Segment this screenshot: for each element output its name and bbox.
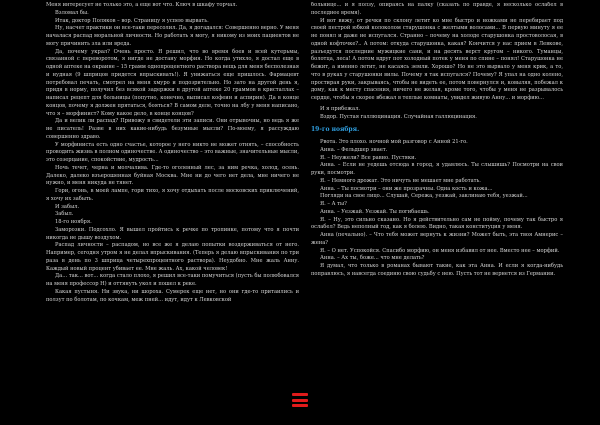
paragraph: 18-го ноября. — [55, 219, 92, 225]
paragraph: Я. – А ты? — [320, 201, 347, 207]
paragraph: Вздор. Пустая галлюцинация. Случайная галлюцинация. — [320, 113, 477, 120]
paragraph: Я. – Неужели? Все равно. Пустяки. — [320, 154, 417, 161]
paragraph: Анна (печально). – Что тебя может вернуть к жизни? Может быть, эта твоя Амнерис – жена? — [311, 232, 563, 246]
paragraph: Погляди на свое лицо... Слушай, Сережа, уезжай, заклинаю тебя, уезжай... — [320, 193, 528, 200]
paragraph: Заморозки. Подсохло. Я вышел пройтись к речке по тропинке, потому что я почти никогда не дышу воздухом. — [46, 226, 299, 241]
paragraph: Гори, огонь, в моей лампе, гори тихо, я хочу отдыхать после московских приключений, я хочу их забыть. — [46, 188, 299, 202]
menu-icon-bar — [292, 404, 308, 407]
paragraph: Я. – Ну, это сильно сказано. Но я действительно сам не пойму, почему так быстро я ослабел? Ведь неполный год, как я болею. Видно, такая конституция у меня. — [311, 216, 563, 231]
paragraph: И забыл. — [55, 203, 80, 210]
paragraph: У морфиниста есть одно счастье, которое у него никто не может отнять, – способность проводить жизнь в полном одиночестве. А одиночество – это важные, значительные мысли, это созерцание, спокойствие, мудрость... — [46, 141, 299, 163]
paragraph: Анна. – Ах ты, боже... что мне делать? — [320, 255, 425, 262]
paragraph: Я. – Немного дрожат. Это ничуть не мешает мне работать. — [320, 177, 481, 184]
paragraph: И я прибежал. — [320, 105, 360, 112]
paragraph: Я думал, что только в романах бывают такие, как эта Анна. И если я когда-нибудь поправлюсь, я навсегда соединю свою судьбу с нею. Пусть тот не вернется из Германии. — [311, 263, 563, 277]
entry-date-heading: 19-го ноября. — [311, 126, 360, 134]
right-page — [311, 2, 563, 388]
paragraph: Забыл. — [55, 211, 74, 218]
left-page — [46, 2, 299, 388]
paragraph: Да... так... вот... когда стало плохо, я решил все-таки помучиться (пусть бы полюбовался на меня профессор Н) и оттянуть укол и пошел к реке. — [46, 273, 299, 287]
paragraph: Я. – О нет. Успокойся. Спасибо морфию, он меня избавил от нее. Вместо нее – морфий. — [320, 247, 560, 254]
paragraph: Какая пустыня. Ни звука, ни шороха. Сумерек еще нет, но они где-то притаились и ползут по болотам, по кочкам, меж пней... идут, идут к Левковской — [46, 288, 299, 303]
paragraph: Да, почему украл? Очень просто. Я решил, что во время боев и всей кутерьмы, связанной с переворотом, я нигде не достану морфия. Но когда утихло, я достал еще в одной аптеке на окраине – 15 грамм однопроцентного раствора вещь для меня бесполезная и нудная (9 шприцов придется впрыскивать!). Я унижаться еще пришлось. Фармацевт потребовал печать, смотрел на меня хмуро и подозрительно. Но зато на другой день я, придя в норму, получил без всякой задержки в другой аптеке 20 граммов в кристаллах – написал рецепт для больницы (попутно, конечно, выписал кофеин и аспирин). Да в конце концов, почему я должен прятаться, бояться? В самом деле, точно на лбу у меня написано, что я – морфинист? Кому какое дело, в конце концов? — [46, 48, 299, 117]
menu-icon-bar — [292, 399, 308, 402]
paragraph: Меня интересует не только это, а еще вот что. Ключ в шкафу торчал. — [46, 2, 238, 8]
paragraph: Итак, доктор Поляков – вор. Страницу я успею вырвать. — [55, 17, 209, 24]
paragraph: Анна. – Если не уедешь отсюда в город, я удавлюсь. Ты слышишь? Посмотри на свои руки, посмотри. — [311, 162, 563, 176]
paragraph: Анна. – Фельдшер знает. — [320, 146, 388, 153]
paragraph: Ночь течет, черна и молчалива. Где-то оголенный лес, за ним речка, холод, осень. Далеко, далеко взъерошенная буйная Москва. Мне ни до чего нет дела, мне ничего не нужно, и меня никуда не тянет. — [46, 164, 299, 187]
paragraph: Взломал бы. — [55, 9, 89, 16]
paragraph: Да и велик ли распад? Привожу в свидетели эти записи. Они отрывочны, но ведь я же не писатель! Разве в них какие-нибудь безумные мысли? По-моему, я рассуждаю совершенно здраво. — [46, 118, 299, 140]
menu-button[interactable] — [289, 390, 311, 410]
paragraph: Анна. – Ты посмотри – они же прозрачны. Одна кость и кожа... — [320, 185, 493, 192]
paragraph: И вот вижу, от речки по склону летит ко мне быстро и ножками не перебирает под своей пестрой юбкой колоколом старушонка с желтыми волосами... В первую минуту я ее не понял и даже не испугался. Странно – почему на холоде старушонка простоволосая, в одной кофточке?.. А потом: откуда старушонка, какая? Кончится у нас прием в Левкове, разъедутся последние мужицкие сани, и на десять верст кругом – никого. Туманцы, болотца, леса! А потом вдруг пот холодный потек у меня по спине – понял! Старушонка не бежит, а именно летит, не касаясь земли. Хорошо? Но не это вырвало у меня крик, а то, что в руках у старушонки вилы. Почему я так испугался? Почему? Я упал на одно колено, простирая руки, закрываясь, чтобы не видеть ее, потом повернулся и, ковыляя, побежал к дому, как к месту спасения, ничего не желая, кроме того, чтобы у меня не разрывалось сердце, чтобы я скорее вбежал в теплые комнаты, увидел живую Анну... и морфию... — [311, 17, 563, 101]
paragraph: Анна. – Уезжай. Уезжай. Ты погибаешь. — [320, 208, 430, 215]
paragraph: Рвота. Это плохо. ночной мой разговор с Анной 21-го. — [320, 139, 468, 145]
menu-icon-bar — [292, 393, 308, 396]
paragraph: Распад личности – распадом, но все же я делаю попытки воздерживаться от него. Например, сегодня утром я не делал впрыскивания. (Теперь я делаю впрыскивания по три раза в день по 3 шприца четырехпроцентного раствора). Неудобно. Мне жаль Анну. Каждый новый процент убивает ее. Мне жаль. Ах, какой человек! — [46, 242, 299, 272]
paragraph: больнице... и я ползу, опираясь на палку (сказать по правде, я несколько ослабел в последнее время). — [311, 2, 563, 16]
paragraph: Ну, насчет практики он все-таки пересолил. Да, я догадался: Совершенно верно. У меня началася распад моральной личности. Но работать я могу, я никому из моих пациентов не могу причинить зла или вреда. — [46, 25, 299, 47]
